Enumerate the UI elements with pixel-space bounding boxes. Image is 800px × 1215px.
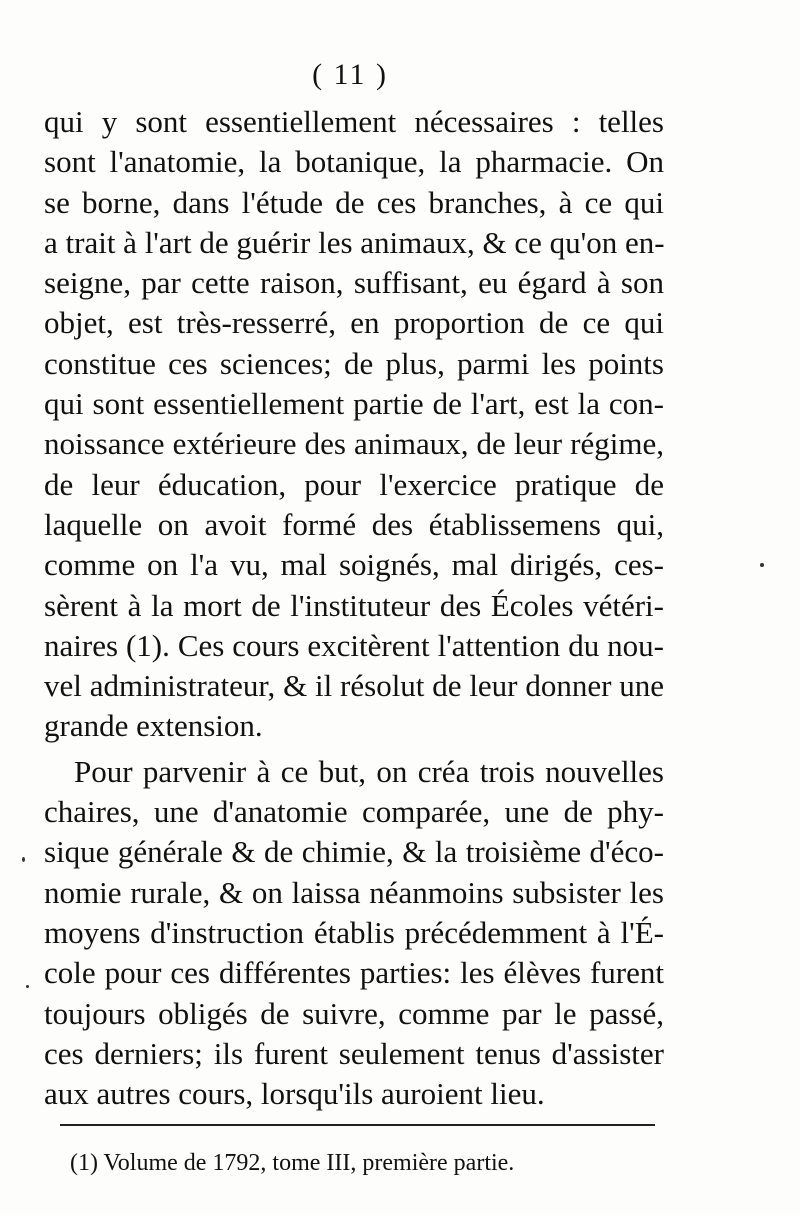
text-line: se borne, dans l'étude de ces branches, à ce qui: [44, 184, 664, 220]
text-line: aux autres cours, lorsqu'ils auroient lieu.: [44, 1076, 545, 1112]
text-line: noissance extérieure des animaux, de leur régime,: [44, 426, 664, 462]
page-number: ( 11 ): [312, 58, 388, 91]
text-line: qui y sont essentiellement nécessaires : telles: [44, 104, 664, 139]
text-line: sique générale & de chimie, & la troisième d'éco-: [44, 834, 664, 870]
text-line: constitue ces sciences; de plus, parmi les points: [44, 345, 664, 381]
text-line: grande extension.: [44, 708, 263, 744]
text-line: Pour parvenir à ce but, on créa trois nouvelles: [74, 753, 664, 789]
text-line: objet, est très-resserré, en proportion de ce qui: [44, 305, 664, 341]
text-line: seigne, par cette raison, suffisant, eu égard à son: [44, 265, 664, 301]
text-line: qui sont essentiellement partie de l'art, est la con-: [44, 386, 664, 422]
paragraph-1: [44, 102, 664, 747]
text-line: moyens d'instruction établis précédemment à l'É-: [44, 914, 664, 950]
footnote: (1) Volume de 1792, tome III, première partie.: [70, 1150, 515, 1176]
paragraph-2: [44, 752, 664, 1115]
text-line: naires (1). Ces cours excitèrent l'attention du nou-: [44, 627, 664, 663]
text-line: laquelle on avoit formé des établissemens qui,: [44, 506, 664, 542]
text-line: ces derniers; ils furent seulement tenus d'assister: [44, 1035, 664, 1071]
text-line: toujours obligés de suivre, comme par le passé,: [44, 995, 664, 1031]
text-line: comme on l'a vu, mal soignés, mal dirigés, ces-: [44, 547, 664, 583]
text-line: de leur éducation, pour l'exercice pratique de: [44, 466, 664, 502]
text-line: cole pour ces différentes parties: les élèves furent: [44, 955, 664, 991]
text-line: sèrent à la mort de l'instituteur des Écoles vétéri-: [44, 587, 664, 623]
text-line: sont l'anatomie, la botanique, la pharmacie. On: [44, 144, 664, 180]
footnote-rule: [60, 1124, 655, 1126]
main-text: [44, 102, 664, 1114]
ink-speck: [26, 985, 29, 988]
ink-speck: [760, 563, 764, 567]
ink-speck: [22, 857, 25, 862]
text-line: a trait à l'art de guérir les animaux, & ce qu'on en-: [44, 224, 665, 260]
text-line: nomie rurale, & on laissa néanmoins subsister les: [44, 874, 664, 910]
text-line: chaires, une d'anatomie comparée, une de phy-: [44, 794, 664, 830]
text-line: vel administrateur, & il résolut de leur donner une: [44, 668, 664, 704]
